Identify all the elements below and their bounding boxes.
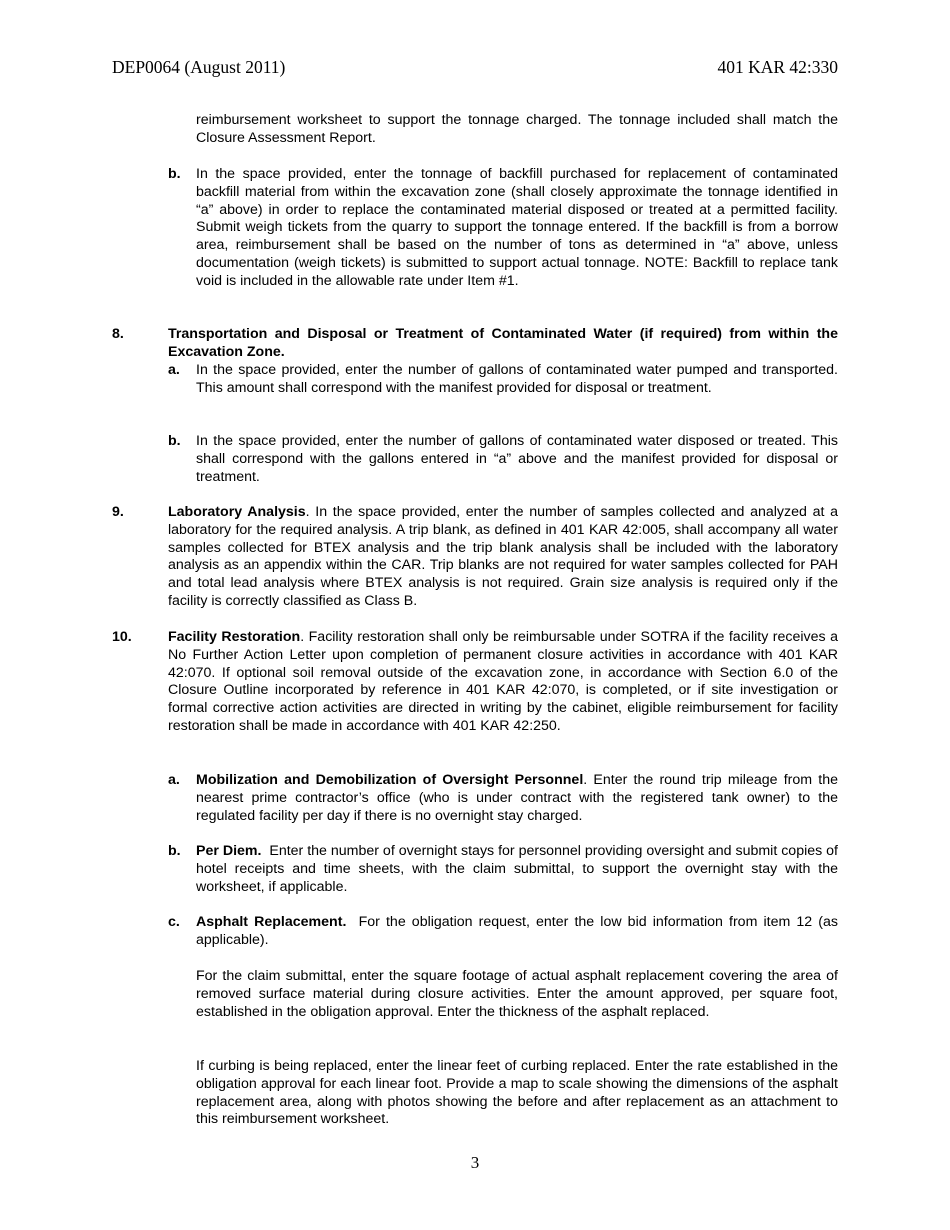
item-8a-label: a.: [168, 362, 180, 378]
item-10-title: Facility Restoration: [168, 629, 301, 645]
item-7b-label: b.: [168, 166, 181, 182]
item-10c-paragraph-3: If curbing is being replaced, enter the linear feet of curbing replaced. Enter the rate established in the obligation approval for each linear foot. Provide a map to scale showing the dimensions of the asphalt replacement area, along with photos showing the before and after replacement as an attachment to this reimbursement worksheet.: [196, 1058, 838, 1128]
continuation-paragraph: reimbursement worksheet to support the tonnage charged. The tonnage included shall match the Closure Assessment Report.: [196, 112, 838, 146]
item-7b-text: In the space provided, enter the tonnage of backfill purchased for replacement of contaminated backfill material from within the excavation zone (shall closely approximate the tonnage identified in “a” above) in order to replace the contaminated material disposed or treated at a permitted facility. Submit weigh tickets from the quarry to support the tonnage entered. If the backfill is from a borrow area, reimbursement shall be based on the number of tons as determined in “a” above, unless documentation (weigh tickets) is submitted to support actual tonnage. NOTE: Backfill to replace tank void is included in the allowable rate under Item #1.: [196, 166, 838, 289]
item-10c-paragraph-2: For the claim submittal, enter the square footage of actual asphalt replacement covering the area of removed surface material during closure activities. Enter the amount approved, per square foot, established in the obligation approval. Enter the thickness of the asphalt replaced.: [196, 968, 838, 1020]
document-code: DEP0064 (August 2011): [112, 57, 286, 77]
item-8-title: Transportation and Disposal or Treatment of Contaminated Water (if required) from within the Excavation Zone.: [168, 326, 838, 360]
item-9-title: Laboratory Analysis: [168, 504, 306, 520]
item-9-paragraph: [168, 504, 838, 611]
item-10c-label: c.: [168, 914, 180, 930]
item-10c-paragraph: [196, 914, 842, 950]
regulation-reference: 401 KAR 42:330: [717, 57, 838, 77]
item-10-number: 10.: [112, 629, 132, 645]
item-10c-text: For the obligation request, enter the low bid information from item 12 (as applicable).: [196, 914, 842, 948]
item-9-text: . In the space provided, enter the number of samples collected and analyzed at a laboratory for the required analysis. A trip blank, as defined in 401 KAR 42:005, shall accompany all water samples collected for BTEX analysis and the trip blank analysis shall be included with the laboratory analysis as an appendix within the CAR. Trip blanks are not required for water samples collected for PAH and total lead analysis where BTEX analysis is not required. Grain size analysis is required only if the facility is correctly classified as Class B.: [168, 504, 838, 609]
item-10b-label: b.: [168, 843, 181, 859]
item-10a-paragraph: [196, 772, 838, 825]
item-8b-label: b.: [168, 433, 181, 449]
item-10a-label: a.: [168, 772, 180, 788]
item-10a-title: Mobilization and Demobilization of Oversight Personnel: [196, 772, 584, 788]
item-10c-title: Asphalt Replacement.: [196, 914, 347, 930]
item-8b-text: In the space provided, enter the number of gallons of contaminated water disposed or treated. This shall correspond with the gallons entered in “a” above and the manifest provided for disposal or treatment.: [196, 433, 838, 485]
item-8-number: 8.: [112, 326, 124, 342]
item-9-number: 9.: [112, 504, 124, 520]
item-10a-text: . Enter the round trip mileage from the nearest prime contractor’s office (who is under contract with the registered tank owner) to the regulated facility per day if there is no overnight stay charged.: [196, 772, 839, 824]
item-10b-title: Per Diem.: [196, 843, 262, 859]
item-10-paragraph: [168, 629, 838, 736]
item-10-text: . Facility restoration shall only be reimbursable under SOTRA if the facility receives a No Further Action Letter upon completion of permanent closure activities in accordance with 401 KAR 42:070. If optional soil removal outside of the excavation zone, in accordance with Section 6.0 of the Closure Outline incorporated by reference in 401 KAR 42:070, is completed, or if site investigation or formal corrective action activities are directed in writing by the cabinet, eligible reimbursement for facility restoration shall be made in accordance with 401 KAR 42:250.: [168, 629, 838, 734]
item-10b-text: Enter the number of overnight stays for personnel providing oversight and submit copies of hotel receipts and time sheets, with the claim submittal, to support the overnight stay with the worksheet, if applicable.: [196, 843, 842, 895]
item-10b-paragraph: [196, 843, 842, 896]
page-number: 3: [470, 1153, 480, 1172]
item-8a-text: In the space provided, enter the number of gallons of contaminated water pumped and transported. This amount shall correspond with the manifest provided for disposal or treatment.: [196, 362, 838, 396]
